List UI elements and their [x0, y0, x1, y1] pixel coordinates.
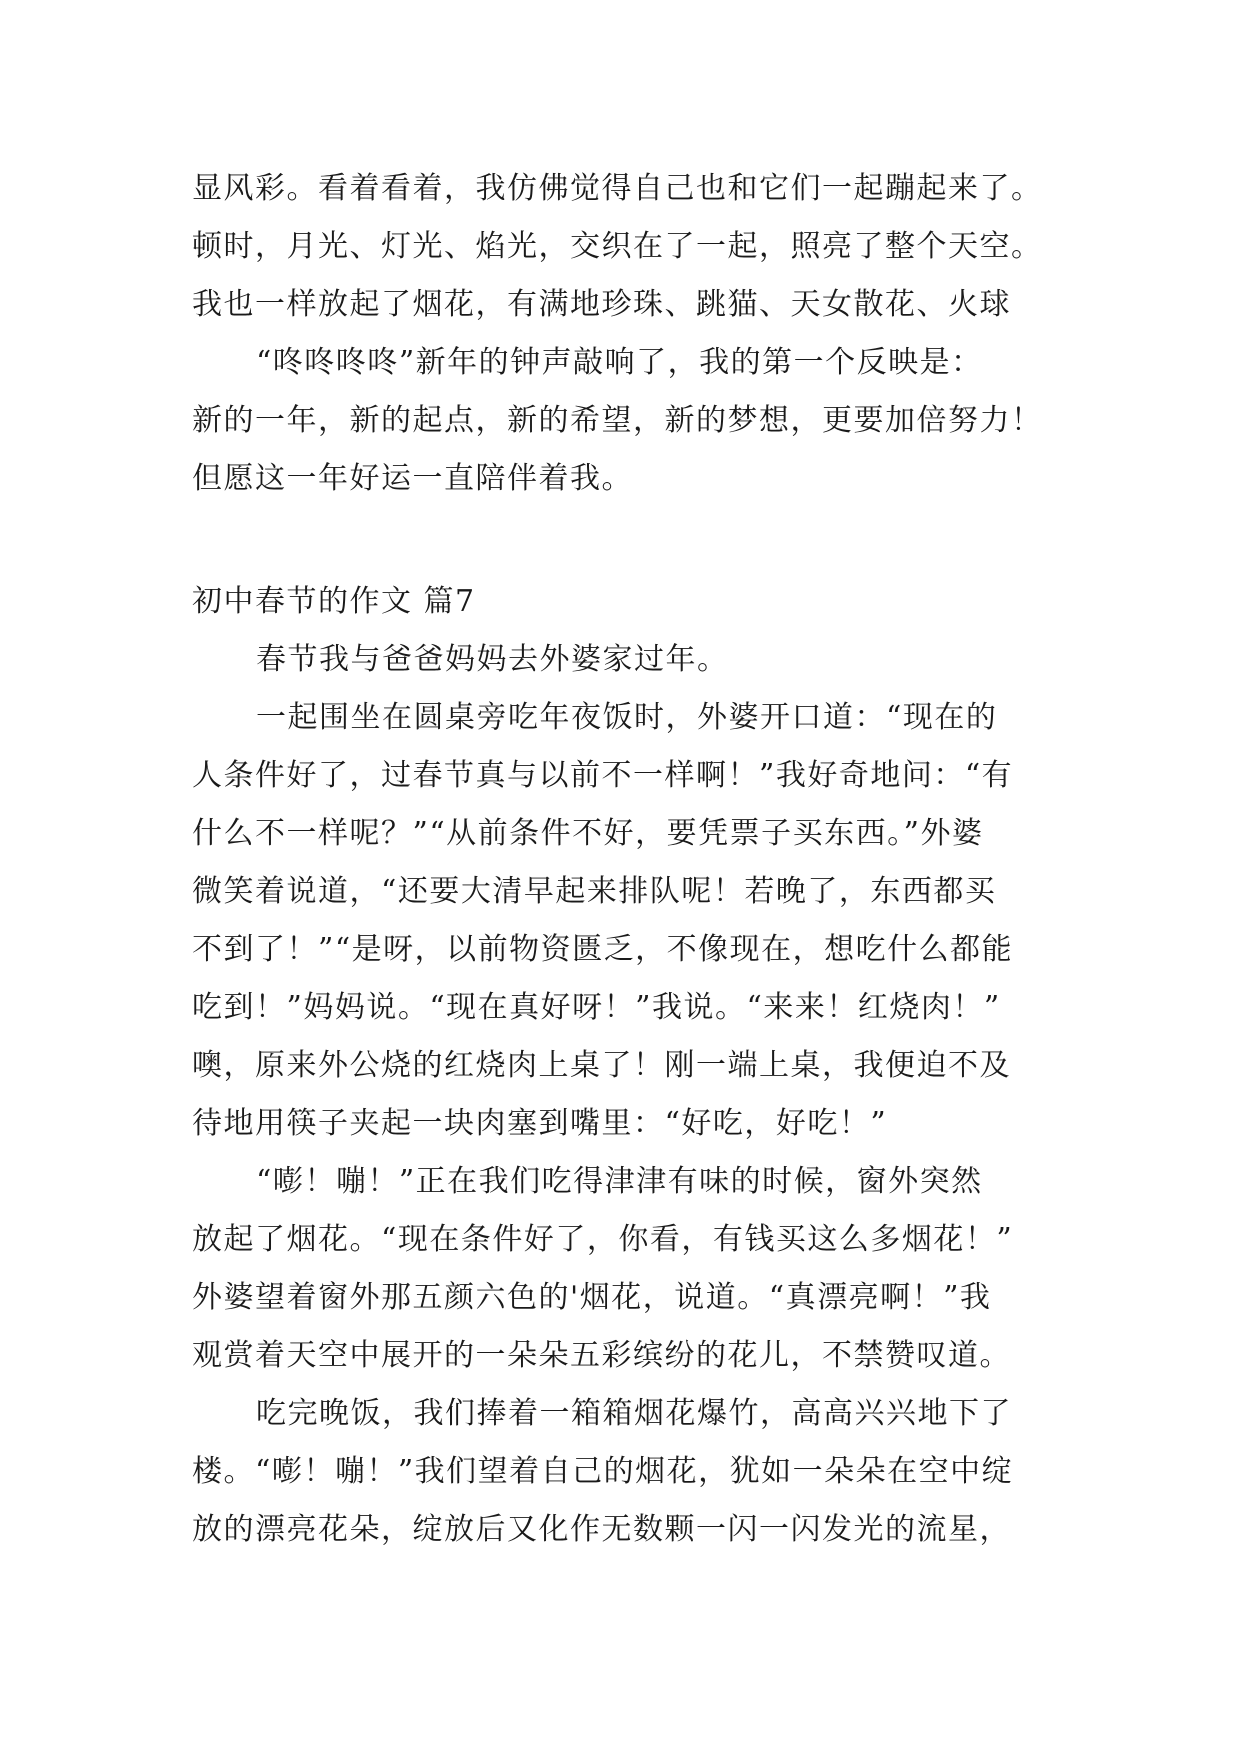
paragraph-line: 噢，原来外公烧的红烧肉上桌了！刚一端上桌，我便迫不及 — [192, 1048, 1011, 1083]
paragraph-line: 外婆望着窗外那五颜六色的'烟花，说道。“真漂亮啊！”我 — [192, 1280, 992, 1315]
section-title: 初中春节的作文 篇7 — [192, 584, 476, 619]
paragraph-line: “咚咚咚咚”新年的钟声敲响了，我的第一个反映是： — [256, 345, 983, 380]
paragraph-line: 不到了！”“是呀，以前物资匮乏，不像现在，想吃什么都能 — [192, 932, 1014, 967]
paragraph-line: 什么不一样呢？”“从前条件不好，要凭票子买东西。”外婆 — [192, 816, 984, 851]
paragraph-line: 新的一年，新的起点，新的希望，新的梦想，更要加倍努力！ — [192, 403, 1043, 438]
paragraph-line: 顿时，月光、灯光、焰光，交织在了一起，照亮了整个天空。 — [192, 229, 1043, 264]
paragraph-line: 但愿这一年好运一直陪伴着我。 — [192, 461, 633, 496]
paragraph-line: 吃到！”妈妈说。“现在真好呀！”我说。“来来！红烧肉！” — [192, 990, 1001, 1025]
paragraph-line: 人条件好了，过春节真与以前不一样啊！”我好奇地问：“有 — [192, 758, 1014, 793]
paragraph-line: 微笑着说道，“还要大清早起来排队呢！若晚了，东西都买 — [192, 874, 997, 909]
paragraph-line: 楼。“嘭！嘣！”我们望着自己的烟花，犹如一朵朵在空中绽 — [192, 1454, 1014, 1489]
paragraph-line: 放的漂亮花朵，绽放后又化作无数颗一闪一闪发光的流星， — [192, 1512, 1011, 1547]
paragraph-line: 一起围坐在圆桌旁吃年夜饭时，外婆开口道：“现在的 — [256, 700, 998, 735]
paragraph-line: 待地用筷子夹起一块肉塞到嘴里：“好吃，好吃！” — [192, 1106, 888, 1141]
paragraph-line: 观赏着天空中展开的一朵朵五彩缤纷的花儿，不禁赞叹道。 — [192, 1338, 1011, 1373]
paragraph-line: “嘭！嘣！”正在我们吃得津津有味的时候，窗外突然 — [256, 1164, 983, 1199]
paragraph-line: 显风彩。看着看着，我仿佛觉得自己也和它们一起蹦起来了。 — [192, 171, 1043, 206]
paragraph-line: 春节我与爸爸妈妈去外婆家过年。 — [256, 642, 729, 677]
top-passage — [192, 160, 1072, 508]
paragraph-line: 我也一样放起了烟花，有满地珍珠、跳猫、天女散花、火球 — [192, 287, 1011, 322]
paragraph-line: 吃完晚饭，我们捧着一箱箱烟花爆竹，高高兴兴地下了 — [256, 1396, 1012, 1431]
paragraph-line: 放起了烟花。“现在条件好了，你看，有钱买这么多烟花！” — [192, 1222, 1014, 1257]
essay-section — [192, 573, 1072, 1559]
